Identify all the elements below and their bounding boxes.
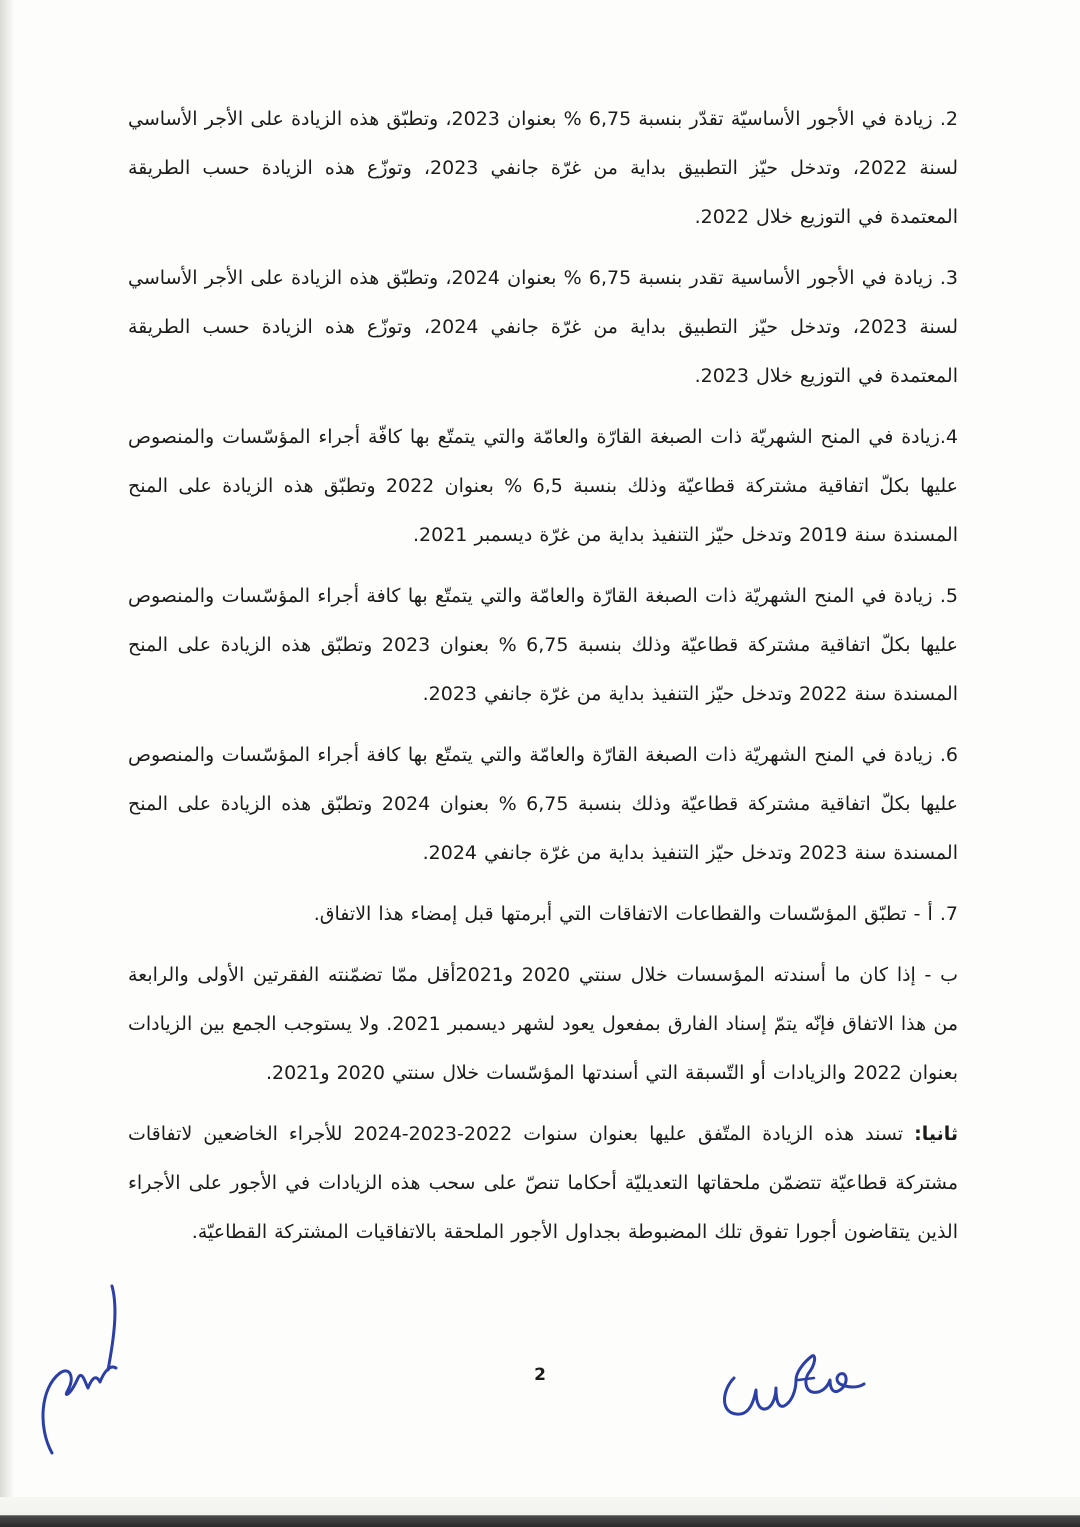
signature-left-drawing [30,1278,130,1458]
paragraph-item-7b: ب - إذا كان ما أسندته المؤسسات خلال سنتي 2020 و2021أقل ممّا تضمّنته الفقرتين الأولى والرابعة من هذا الاتفاق فإنّه يتمّ إسناد الفارق بمفعول يعود لشهر ديسمبر 2021. ولا يستوجب الجمع بين الزيادات بعنوان 2022 والزيادات أو التّسبقة التي أسندتها المؤسّسات خلال سنتي 2020 و2021. [128,964,959,1084]
section-two-text: تسند هذه الزيادة المتّفق عليها بعنوان سنوات 2022-2023-2024 للأجراء الخاضعين لاتفاقات مشتركة قطاعيّة تتضمّن ملحقاتها التعديليّة أحكاما تنصّ على سحب هذه الزيادات في الأجور على الأجراء الذين يتقاضون أجورا تفوق تلك المضبوطة بجداول الأجور الملحقة بالاتفاقيات المشتركة القطاعيّة. [128,1123,958,1243]
paragraph-item-3: 3. زيادة في الأجور الأساسية تقدر بنسبة 6,75 % بعنوان 2024، وتطبّق هذه الزيادة على الأجر الأساسي لسنة 2023، وتدخل حيّز التطبيق بداية من غرّة جانفي 2024، وتوزّع هذه الزيادة حسب الطريقة المعتمدة في التوزيع خلال 2023. [128,267,958,387]
page-number: 2 [534,1365,546,1385]
handwritten-signature-right [712,1350,882,1434]
section-two-paragraph [128,1110,958,1257]
page-bottom-edge [0,1497,1080,1527]
handwritten-signature-left [30,1278,130,1462]
section-two-lead: ثانيا: [914,1123,958,1145]
page-edge-shadow [0,0,14,1527]
paragraph-item-7a: 7. أ - تطبّق المؤسّسات والقطاعات الاتفاقات التي أبرمتها قبل إمضاء هذا الاتفاق. [313,903,958,925]
signature-right-drawing [712,1350,882,1430]
paragraph-item-2: 2. زيادة في الأجور الأساسيّة تقدّر بنسبة 6,75 % بعنوان 2023، وتطبّق هذه الزيادة على الأجر الأساسي لسنة 2022، وتدخل حيّز التطبيق بداية من غرّة جانفي 2023، وتوزّع هذه الزيادة حسب الطريقة المعتمدة في التوزيع خلال 2022. [128,108,958,228]
paragraph-item-5: 5. زيادة في المنح الشهريّة ذات الصبغة القارّة والعامّة والتي يتمتّع بها كافة أجراء المؤسّسات والمنصوص عليها بكلّ اتفاقية مشتركة قطاعيّة وذلك بنسبة 6,75 % بعنوان 2023 وتطبّق هذه الزيادة على المنح المسندة سنة 2022 وتدخل حيّز التنفيذ بداية من غرّة جانفي 2023. [128,585,958,705]
paragraph-item-6: 6. زيادة في المنح الشهريّة ذات الصبغة القارّة والعامّة والتي يتمتّع بها كافة أجراء المؤسّسات والمنصوص عليها بكلّ اتفاقية مشتركة قطاعيّة وذلك بنسبة 6,75 % بعنوان 2024 وتطبّق هذه الزيادة على المنح المسندة سنة 2023 وتدخل حيّز التنفيذ بداية من غرّة جانفي 2024. [128,744,958,864]
document-body [128,95,958,1269]
paragraph-item-4: 4.زيادة في المنح الشهريّة ذات الصبغة القارّة والعامّة والتي يتمتّع بها كافّة أجراء المؤسّسات والمنصوص عليها بكلّ اتفاقية مشتركة قطاعيّة وذلك بنسبة 6,5 % بعنوان 2022 وتطبّق هذه الزيادة على المنح المسندة سنة 2019 وتدخل حيّز التنفيذ بداية من غرّة ديسمبر 2021. [128,426,958,546]
